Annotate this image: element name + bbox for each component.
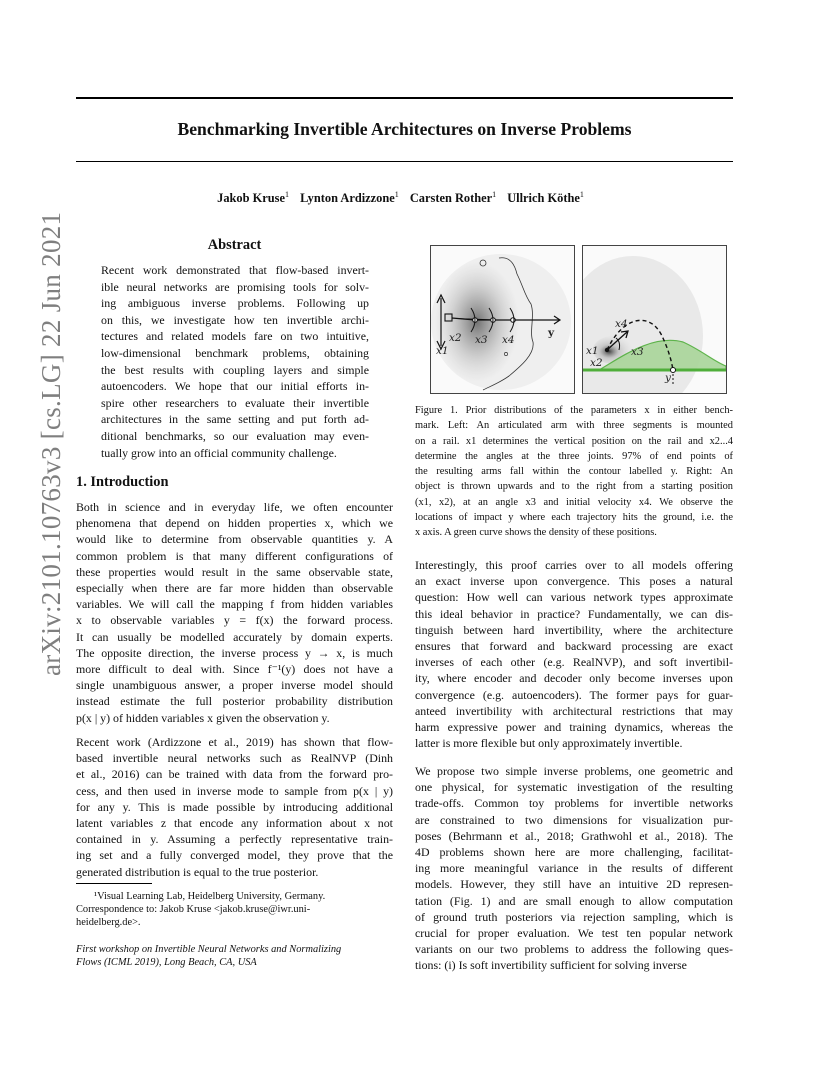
text-line: Recent work (Ardizzone et al., 2019) has shown that flow- <box>76 735 393 749</box>
label-x2: x2 <box>449 332 462 344</box>
intro-paragraph-1 <box>76 499 393 726</box>
footnote-rule <box>76 883 152 884</box>
text-line: Both in science and in everyday life, we often encounter <box>76 500 393 514</box>
text-line: common problem is that many different configurations of <box>76 548 393 563</box>
footnote-line: heidelberg.de>. <box>76 917 141 928</box>
text-line: single unambiguous answer, a proper inverse model should <box>76 678 393 693</box>
label-x4: x4 <box>615 318 628 330</box>
abstract-line: low-dimensional benchmark problems, obtaining <box>101 345 369 360</box>
label-y: y <box>665 372 671 384</box>
text-line: 4D problems shown here are more challenging, facilitat- <box>415 845 733 860</box>
abstract-line: tectures and related models fare on two intuitive, <box>101 329 369 344</box>
text-line: contained in y. Assuming a perfectly representative train- <box>76 832 393 847</box>
author-affiliation: 1 <box>579 190 584 199</box>
text-line: based invertible neural networks such as RealNVP (Dinh <box>76 751 393 766</box>
text-line: one physical, for systematic investigation of the resulting <box>415 780 733 795</box>
text-line: ing set and a fully converged model, they prove that the <box>76 848 393 863</box>
text-line: especially when there are far more hidden than observable <box>76 581 393 596</box>
text-line: p(x | y) of hidden variables x given the observation y. <box>76 710 330 725</box>
start-point <box>605 348 609 352</box>
abstract-line: autoencoders. We hope that our initial efforts in- <box>101 379 369 394</box>
label-x1: x1 <box>436 345 449 357</box>
text-line: ing more meaningful variance in the results of different <box>415 861 733 876</box>
text-line: latent variables z that encode any information about x not <box>76 816 393 831</box>
text-line: tinguish between hard invertibility, where the architecture <box>415 622 733 637</box>
caption-line: x axis. A green curve shows the density of these positions. <box>415 527 657 539</box>
right-paragraph-2 <box>415 763 733 974</box>
text-line: Interestingly, this proof carries over to all models offering <box>415 558 733 572</box>
text-line: phenomena that depend on hidden properties x, which we <box>76 516 393 531</box>
intro-heading: 1. Introduction <box>76 474 169 490</box>
text-line: anteed invertibility with architectural restrictions that may <box>415 703 733 718</box>
caption-line: (x1, x2), at an angle x3 and initial velocity x4. We observe the <box>415 496 733 508</box>
text-line: et al., 2016) can be trained with data from the forward pro- <box>76 767 393 782</box>
text-line: convergence (e.g. autoencoders). The former pays for guar- <box>415 687 733 702</box>
text-line: variants on our two problems to address the following ques- <box>415 942 733 957</box>
joint-4 <box>511 318 516 323</box>
arxiv-identifier: arXiv:2101.10763v3 [cs.LG] 22 Jun 2021 <box>36 211 66 676</box>
text-line: instead estimate the full posterior probability distribution <box>76 694 393 709</box>
footnote <box>76 890 393 929</box>
title-rule-top <box>76 97 733 99</box>
text-line: variables. We will call the mapping f from hidden variables <box>76 597 393 612</box>
throw-prior-plot <box>583 246 726 393</box>
text-line: The opposite direction, the inverse process y → x, is much <box>76 645 393 660</box>
text-line: trade-offs. Common toy problems for invertible networks <box>415 796 733 811</box>
text-line: question: How well can various network types approximate <box>415 590 733 605</box>
text-line: ensures that forward and backward processing are exact <box>415 639 733 654</box>
text-line: this ideal behavior in practice? Fundamentally, we can dis- <box>415 606 733 621</box>
abstract-line: ible neural networks are promising tools for solv- <box>101 279 369 294</box>
abstract-line: on this, we investigate how ten invertible archi- <box>101 312 369 327</box>
caption-line: mark. Left: An articulated arm with three segments is mounted <box>415 420 733 432</box>
text-line: for any y. This is made possible by introducing additional <box>76 799 393 814</box>
caption-line: on a rail. x1 determines the vertical position on the rail and x2...4 <box>415 435 733 447</box>
arm-prior-plot <box>431 246 574 393</box>
text-line: inverses of each other (e.g. RealNVP), and soft invertibil- <box>415 655 733 670</box>
text-line: models. However, they still have an intuitive 2D represen- <box>415 877 733 892</box>
label-x3: x3 <box>475 334 488 346</box>
footnote-line: ¹Visual Learning Lab, Heidelberg University, Germany. <box>94 891 326 902</box>
figure-caption <box>415 403 733 541</box>
text-line: crucial for proper evaluation. We test ten popular network <box>415 926 733 941</box>
abstract-heading: Abstract <box>207 237 262 253</box>
intro-paragraph-2 <box>76 734 393 880</box>
text-line: latter is more flexible but only approximately invertible. <box>415 736 683 751</box>
caption-line: determine the angles at the three joints. 97% of end points of <box>415 450 733 462</box>
text-line: poses (Behrmann et al., 2018; Grathwohl et al., 2018). The <box>415 828 733 843</box>
text-line: more difficult to deal with. Since f⁻¹(y) does not have a <box>76 662 393 677</box>
author-affiliation: 1 <box>492 190 497 199</box>
label-x1: x1 <box>586 345 599 357</box>
workshop-note <box>76 943 393 969</box>
text-line: tation (Fig. 1) and are small enough to allow computation <box>415 893 733 908</box>
author-name: Carsten Rother <box>409 191 493 206</box>
title-rule-bottom <box>76 161 733 162</box>
author-name: Jakob Kruse <box>217 191 285 206</box>
author-list <box>76 190 733 206</box>
paper-title: Benchmarking Invertible Architectures on Inverse Problems <box>177 119 632 139</box>
abstract-line: Recent work demonstrated that flow-based invert- <box>101 263 369 277</box>
abstract-line: ing ambiguous inverse problems. Following up <box>101 296 369 311</box>
text-line: would like to determine from observable quantities y. A <box>76 532 393 547</box>
caption-line: Figure 1. Prior distributions of the parameters x in either bench- <box>415 405 733 416</box>
figure-right-panel <box>582 245 727 394</box>
caption-line: the resulting arms fall within the contour labelled y. Right: An <box>415 466 733 478</box>
abstract-line: spire other researchers to evaluate their invertible <box>101 395 369 410</box>
author-affiliation: 1 <box>284 190 289 199</box>
text-line: generated distribution is equal to the true posterior. <box>76 864 319 879</box>
text-line: ity, where encoder and decoder only become inverses upon <box>415 671 733 686</box>
author-name: Ullrich Köthe <box>507 191 580 206</box>
label-x3: x3 <box>631 346 644 358</box>
text-line: an exact inverse upon convergence. This poses a natural <box>415 574 733 589</box>
text-line: harm expressive power and training dynamics, whereas the <box>415 720 733 735</box>
text-line: cess, and then used in inverse mode to sample from p(x | y) <box>76 783 393 798</box>
label-y: y <box>548 327 555 339</box>
author-name: Lynton Ardizzone <box>300 191 395 206</box>
text-line: these properties would result in the same observable state, <box>76 564 393 579</box>
author-affiliation: 1 <box>394 190 399 199</box>
text-line: x to observable variables y = f(x) the forward process. <box>76 613 393 628</box>
text-line: tions: (i) Is soft invertibility sufficient for solving inverse <box>415 958 687 973</box>
text-line: of ground truth posteriors via rejection sampling, which is <box>415 909 733 924</box>
right-paragraph-1 <box>415 557 733 751</box>
abstract-body <box>101 262 369 461</box>
caption-line: object is thrown upwards and to the right from a starting position <box>415 481 733 493</box>
abstract-line: the best results with coupling layers and simple <box>101 362 369 377</box>
workshop-line: Flows (ICML 2019), Long Beach, CA, USA <box>76 957 257 968</box>
label-x2: x2 <box>590 357 603 369</box>
abstract-line: architectures in the same setting and put forth ad- <box>101 412 369 427</box>
text-line: are constrained to two dimensions for visualization pur- <box>415 812 733 827</box>
impact-point <box>671 368 676 373</box>
footnote-line: Correspondence to: Jakob Kruse <jakob.kruse@iwr.uni- <box>76 904 311 915</box>
caption-line: locations of impact y where each trajectory hits the ground, i.e. the <box>415 512 733 524</box>
figure-left-panel <box>430 245 575 394</box>
endpoint-density-halo <box>431 254 571 390</box>
label-x4: x4 <box>502 334 515 346</box>
text-line: It can usually be modelled accurately by domain experts. <box>76 629 393 644</box>
abstract-line: ditional benchmarks, so our evaluation may even- <box>101 428 369 443</box>
abstract-line: tually grow into an official community challenge. <box>101 445 337 460</box>
workshop-line: First workshop on Invertible Neural Networks and Normalizing <box>76 944 342 955</box>
trajectory-density <box>583 256 703 393</box>
text-line: We propose two simple inverse problems, one geometric and <box>415 764 733 778</box>
